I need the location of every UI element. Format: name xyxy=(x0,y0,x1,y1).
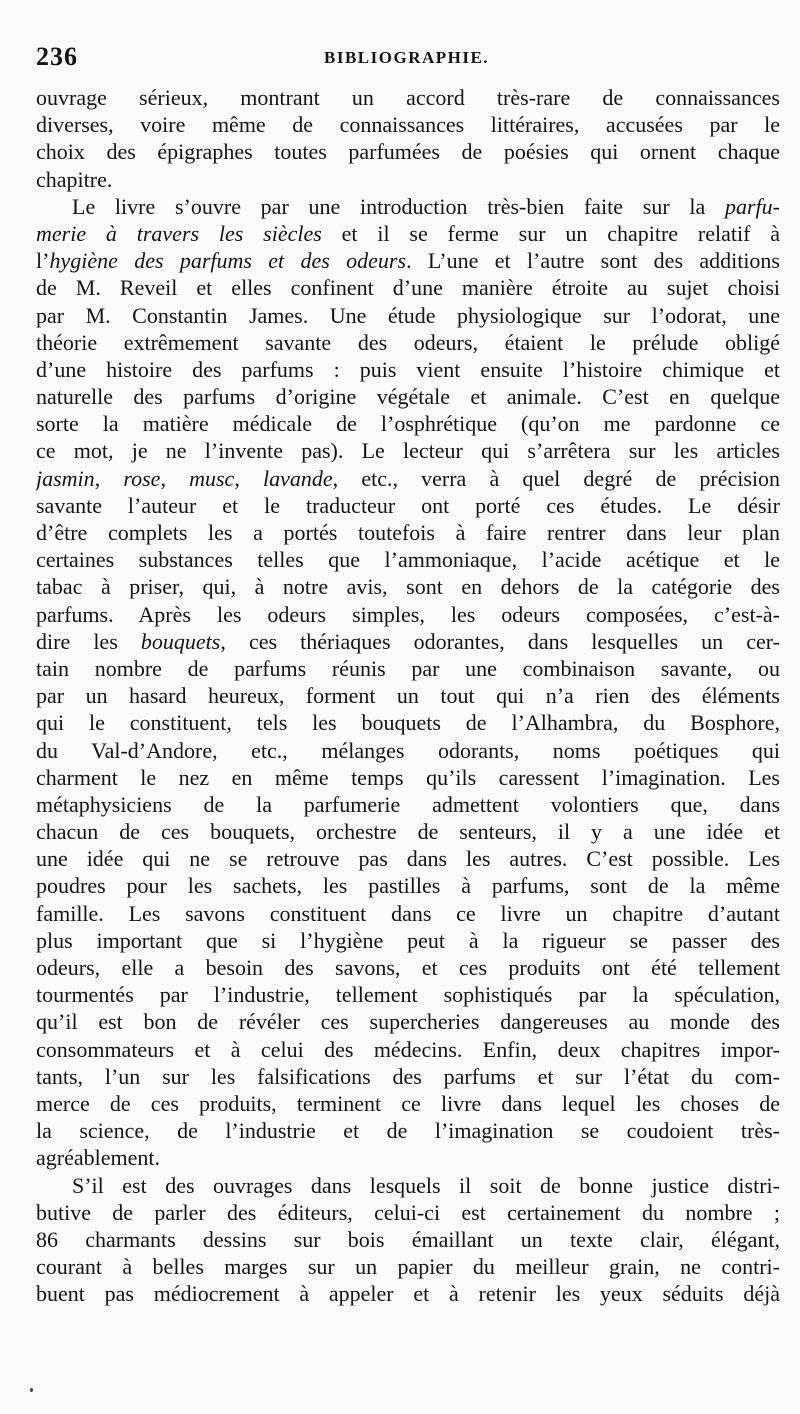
text-segment: Le livre s’ouvre par une introduction très-bien faite sur la xyxy=(72,193,725,219)
text-line xyxy=(36,845,780,872)
text-line xyxy=(36,1090,780,1117)
text-segment: savante l’auteur et le traducteur ont porté ces études. Le désir xyxy=(36,492,780,518)
text-line xyxy=(36,709,780,736)
text-line xyxy=(36,954,780,981)
text-segment: merce de ces produits, terminent ce livre dans lequel les choses de xyxy=(36,1090,780,1116)
text-segment: 86 charmants dessins sur bois émaillant un texte clair, élégant, xyxy=(36,1226,780,1252)
text-line xyxy=(36,927,780,954)
text-segment: par un hasard heureux, forment un tout qui n’a rien des éléments xyxy=(36,683,780,709)
text-segment: et il se ferme sur un chapitre relatif à xyxy=(321,220,780,246)
italic-text: lavande xyxy=(263,465,333,491)
text-segment: butive de parler des éditeurs, celui-ci est certainement du nombre ; xyxy=(36,1199,780,1225)
text-segment: parfums. Après les odeurs simples, les odeurs composées, c’est-à- xyxy=(36,601,780,627)
text-segment: , xyxy=(234,465,263,491)
text-line xyxy=(36,628,780,655)
text-line xyxy=(36,1253,780,1280)
text-line xyxy=(36,872,780,899)
text-line xyxy=(36,111,780,138)
text-line xyxy=(36,601,780,628)
text-segment: de M. Reveil et elles confinent d’une manière étroite au sujet choisi xyxy=(36,275,780,301)
text-segment: famille. Les savons constituent dans ce livre un chapitre d’autant xyxy=(36,900,780,926)
text-line xyxy=(36,981,780,1008)
text-line xyxy=(36,737,780,764)
text-segment: courant à belles marges sur un papier du meilleur grain, ne contri- xyxy=(36,1254,780,1280)
text-line xyxy=(36,274,780,301)
text-line xyxy=(36,220,780,247)
text-segment: ouvrage sérieux, montrant un accord très-rare de connaissances xyxy=(36,85,780,110)
text-line xyxy=(36,1036,780,1063)
text-segment: la science, de l’industrie et de l’imagination se coudoient très- xyxy=(36,1118,780,1144)
text-segment: par M. Constantin James. Une étude physiologique sur l’odorat, une xyxy=(36,302,780,328)
text-segment: buent pas médiocrement à appeler et à retenir les yeux séduits déjà xyxy=(36,1281,780,1307)
body-text xyxy=(36,84,780,1307)
text-segment: chapitre. xyxy=(36,166,113,192)
italic-text: bouquets xyxy=(140,628,221,654)
text-line xyxy=(36,791,780,818)
text-line xyxy=(36,302,780,329)
italic-text: musc xyxy=(189,465,235,491)
text-segment: tants, l’un sur les falsifications des parfums et sur l’état du com- xyxy=(36,1063,780,1089)
text-line xyxy=(36,410,780,437)
text-segment: théorie extrêmement savante des odeurs, étaient le prélude obligé xyxy=(36,329,780,355)
italic-text: jasmin xyxy=(36,465,95,491)
text-line xyxy=(36,166,780,193)
text-line xyxy=(36,247,780,274)
text-line xyxy=(36,1063,780,1090)
italic-text: rose xyxy=(123,465,161,491)
text-line xyxy=(36,682,780,709)
text-line xyxy=(36,1280,780,1307)
text-line xyxy=(36,1008,780,1035)
text-line xyxy=(36,356,780,383)
text-segment: dire les xyxy=(36,628,141,654)
text-line xyxy=(36,1199,780,1226)
text-segment: . L’une et l’autre sont des additions xyxy=(406,248,780,274)
text-segment: d’une histoire des parfums : puis vient ensuite l’histoire chimique et xyxy=(36,356,780,382)
text-segment: qui le constituent, tels les bouquets de l’Alhambra, du Bosphore, xyxy=(36,710,780,736)
italic-text: parfu- xyxy=(725,193,780,219)
text-segment: , xyxy=(160,465,190,491)
text-segment: chacun de ces bouquets, orchestre de senteurs, il y a une idée et xyxy=(36,819,780,845)
text-segment: consommateurs et à celui des médecins. Enfin, deux chapitres impor- xyxy=(36,1036,780,1062)
italic-text: hygiène des parfums et des odeurs xyxy=(49,248,407,274)
text-line xyxy=(36,519,780,546)
text-line xyxy=(36,465,780,492)
text-segment: qu’il est bon de révéler ces supercheries dangereuses au monde des xyxy=(36,1009,780,1035)
text-line xyxy=(36,383,780,410)
running-head xyxy=(36,42,776,76)
text-segment: une idée qui ne se retrouve pas dans les autres. C’est possible. Les xyxy=(36,846,780,872)
text-segment: ce mot, je ne l’invente pas). Le lecteur qui s’arrêtera sur les articles xyxy=(36,438,780,464)
text-line xyxy=(36,655,780,682)
text-segment: tain nombre de parfums réunis par une combinaison savante, ou xyxy=(36,655,780,681)
text-segment: poudres pour les sachets, les pastilles à parfums, sont de la même xyxy=(36,873,780,899)
text-line xyxy=(36,84,780,111)
text-segment: , etc., verra à quel degré de précision xyxy=(332,465,780,491)
italic-text: merie à travers les siècles xyxy=(36,220,322,246)
text-segment: d’être complets les a portés toutefois à faire rentrer dans leur plan xyxy=(36,520,780,545)
text-segment: tabac à priser, qui, à notre avis, sont en dehors de la catégorie des xyxy=(36,574,780,600)
text-segment: métaphysiciens de la parfumerie admettent volontiers que, dans xyxy=(36,791,780,817)
text-line xyxy=(36,900,780,927)
text-segment: plus important que si l’hygiène peut à la rigueur se passer des xyxy=(36,927,780,953)
ink-speck xyxy=(30,1388,33,1392)
text-line xyxy=(36,1117,780,1144)
text-line xyxy=(36,573,780,600)
text-segment: agréablement. xyxy=(36,1145,160,1171)
text-segment: , xyxy=(94,465,124,491)
text-line xyxy=(36,818,780,845)
text-line xyxy=(36,1144,780,1171)
text-segment: du Val-d’Andore, etc., mélanges odorants, noms poétiques qui xyxy=(36,737,780,763)
text-line xyxy=(36,1226,780,1253)
page-number: 236 xyxy=(36,42,78,71)
text-line xyxy=(36,1172,780,1199)
running-title: BIBLIOGRAPHIE. xyxy=(324,48,490,67)
text-segment: tourmentés par l’industrie, tellement sophistiqués par la spéculation, xyxy=(36,982,780,1008)
text-line xyxy=(36,546,780,573)
text-segment: diverses, voire même de connaissances littéraires, accusées par le xyxy=(36,112,780,138)
text-segment: , ces thériaques odorantes, dans lesquelles un cer- xyxy=(220,628,780,654)
text-segment: choix des épigraphes toutes parfumées de poésies qui ornent chaque xyxy=(36,139,780,165)
text-segment: odeurs, elle a besoin des savons, et ces produits ont été tellement xyxy=(36,955,780,980)
text-line xyxy=(36,138,780,165)
text-segment: l’ xyxy=(36,248,50,274)
text-segment: naturelle des parfums d’origine végétale et animale. C’est en quelque xyxy=(36,384,780,410)
text-line xyxy=(36,764,780,791)
text-segment: S’il est des ouvrages dans lesquels il soit de bonne justice distri- xyxy=(72,1172,780,1198)
text-line xyxy=(36,329,780,356)
text-line xyxy=(36,492,780,519)
text-line xyxy=(36,437,780,464)
text-line xyxy=(36,193,780,220)
text-segment: certaines substances telles que l’ammoniaque, l’acide acétique et le xyxy=(36,547,780,573)
text-segment: charment le nez en même temps qu’ils caressent l’imagination. Les xyxy=(36,764,780,790)
text-segment: sorte la matière médicale de l’osphrétique (qu’on me pardonne ce xyxy=(36,411,780,437)
